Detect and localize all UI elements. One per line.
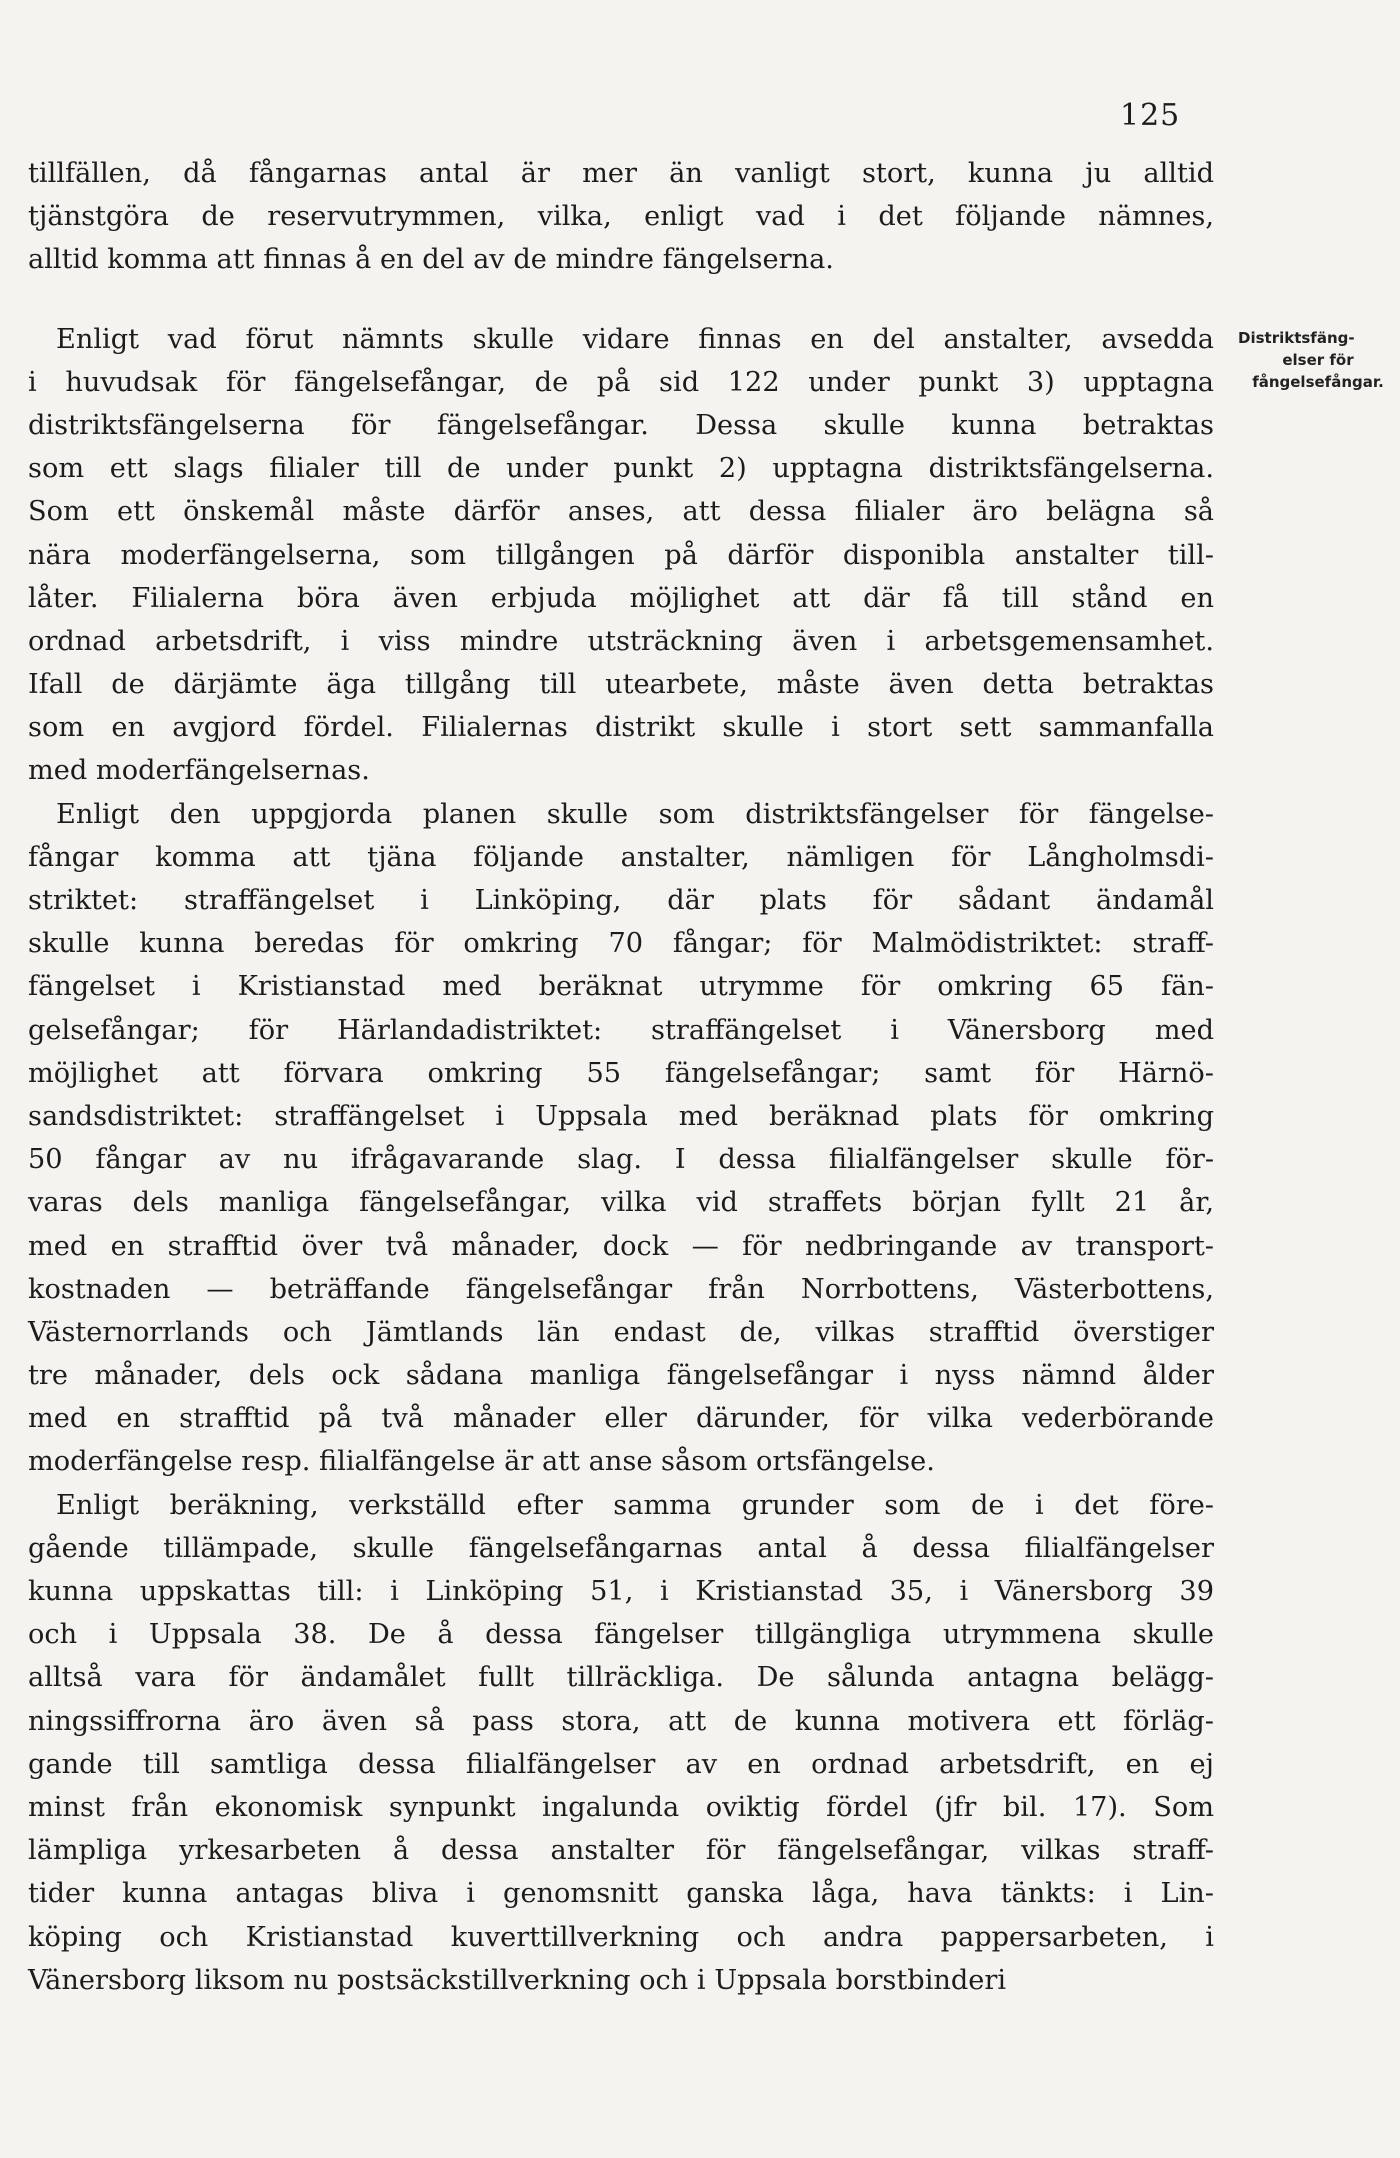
text-line: moderfängelse resp. filialfängelse är att anse såsom ortsfängelse. (28, 1446, 935, 1478)
text-line: Vänersborg liksom nu postsäckstillverkning och i Uppsala borstbinderi (28, 1964, 1007, 1996)
text-line: fångar komma att tjäna följande anstalter, nämligen för Långholmsdi- (28, 841, 1214, 873)
text-line: i huvudsak för fängelsefångar, de på sid 122 under punkt 3) upptagna (28, 366, 1214, 398)
margin-note-line: fångelsefångar. (1252, 373, 1384, 391)
text-line: Enligt vad förut nämnts skulle vidare finnas en del anstalter, avsedda (56, 323, 1214, 355)
text-line: kunna uppskattas till: i Linköping 51, i Kristianstad 35, i Vänersborg 39 (28, 1576, 1214, 1607)
page-number: 125 (1120, 98, 1181, 133)
text-line: gående tillämpade, skulle fängelsefångarnas antal å dessa filialfängelser (28, 1532, 1214, 1564)
text-line: tjänstgöra de reservutrymmen, vilka, enligt vad i det följande nämnes, (28, 201, 1214, 233)
text-line: minst från ekonomisk synpunkt ingalunda oviktig fördel (jfr bil. 17). Som (28, 1791, 1214, 1823)
text-line: alltid komma att finnas å en del av de mindre fängelserna. (28, 244, 834, 276)
text-line: tillfällen, då fångarnas antal är mer än vanligt stort, kunna ju alltid (28, 158, 1214, 189)
text-line: möjlighet att förvara omkring 55 fängelsefångar; samt för Härnö- (28, 1057, 1214, 1089)
paragraph (28, 793, 1214, 1484)
text-line: ningssiffrorna äro även så pass stora, att de kunna motivera ett förläg- (28, 1705, 1214, 1737)
paragraph (28, 1484, 1214, 2002)
text-line: 50 fångar av nu ifrågavarande slag. I dessa filialfängelser skulle för- (28, 1144, 1214, 1176)
text-line: gelsefångar; för Härlandadistriktet: straffängelset i Vänersborg med (28, 1014, 1214, 1046)
text-line: alltså vara för ändamålet fullt tillräckliga. De sålunda antagna belägg- (28, 1662, 1214, 1694)
text-line: Som ett önskemål måste därför anses, att dessa filialer äro belägna så (28, 496, 1214, 528)
text-line: med en strafftid på två månader eller därunder, för vilka vederbörande (28, 1403, 1214, 1435)
text-line: köping och Kristianstad kuverttillverkning och andra pappersarbeten, i (28, 1921, 1214, 1953)
text-line: Västernorrlands och Jämtlands län endast de, vilkas strafftid överstiger (28, 1316, 1214, 1348)
text-line: med moderfängelsernas. (28, 755, 370, 787)
text-line: fängelset i Kristianstad med beräknat utrymme för omkring 65 fän- (28, 971, 1214, 1003)
text-line: låter. Filialerna böra även erbjuda möjlighet att där få till stånd en (28, 582, 1214, 614)
text-line: lämpliga yrkesarbeten å dessa anstalter för fängelsefångar, vilkas straff- (28, 1835, 1214, 1867)
paragraph (28, 152, 1214, 282)
text-line: sandsdistriktet: straffängelset i Uppsala med beräknad plats för omkring (28, 1100, 1214, 1132)
text-line: tre månader, dels ock sådana manliga fängelsefångar i nyss nämnd ålder (28, 1360, 1214, 1392)
text-line: gande till samtliga dessa filialfängelser av en ordnad arbetsdrift, en ej (28, 1748, 1214, 1780)
text-line: skulle kunna beredas för omkring 70 fångar; för Malmödistriktet: straff- (28, 928, 1214, 960)
text-line: ordnad arbetsdrift, i viss mindre utsträckning även i arbetsgemensamhet. (28, 625, 1214, 657)
text-line: med en strafftid över två månader, dock — för nedbringande av transport- (28, 1230, 1214, 1262)
paragraph (28, 318, 1214, 793)
text-line: Enligt beräkning, verkställd efter samma grunder som de i det före- (56, 1489, 1214, 1521)
text-line: distriktsfängelserna för fängelsefångar. Dessa skulle kunna betraktas (28, 409, 1214, 441)
body-text (28, 152, 1214, 2002)
margin-note (1238, 327, 1398, 393)
text-line: som ett slags filialer till de under punkt 2) upptagna distriktsfängelserna. (28, 453, 1214, 485)
text-line: och i Uppsala 38. De å dessa fängelser tillgängliga utrymmena skulle (28, 1619, 1214, 1651)
text-line: Enligt den uppgjorda planen skulle som distriktsfängelser för fängelse- (56, 798, 1214, 830)
text-line: kostnaden — beträffande fängelsefångar från Norrbottens, Västerbottens, (28, 1273, 1214, 1305)
text-line: nära moderfängelserna, som tillgången på därför disponibla anstalter till- (28, 539, 1214, 571)
margin-note-line: Distriktsfäng- (1238, 329, 1355, 347)
paragraph-gap (28, 282, 1214, 318)
text-line: tider kunna antagas bliva i genomsnitt ganska låga, hava tänkts: i Lin- (28, 1878, 1214, 1910)
text-line: varas dels manliga fängelsefångar, vilka vid straffets början fyllt 21 år, (28, 1187, 1214, 1219)
text-line: striktet: straffängelset i Linköping, där plats för sådant ändamål (28, 885, 1214, 916)
text-line: som en avgjord fördel. Filialernas distrikt skulle i stort sett sammanfalla (28, 712, 1214, 744)
margin-note-line: elser för (1282, 351, 1354, 369)
text-line: Ifall de därjämte äga tillgång till utearbete, måste även detta betraktas (28, 669, 1214, 701)
